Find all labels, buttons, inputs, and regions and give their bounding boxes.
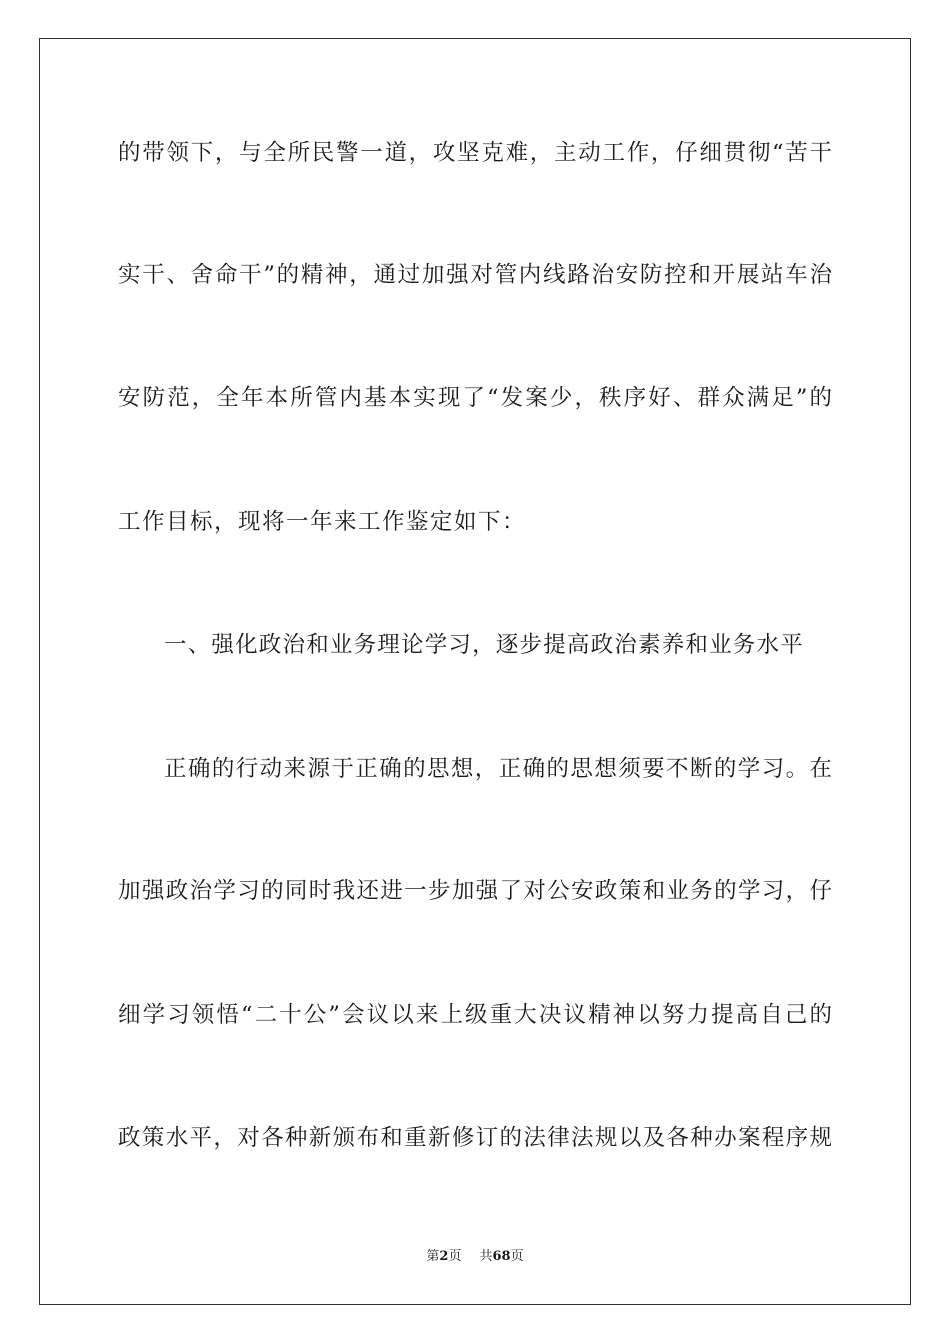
paragraph-line-2: 实干、舍命干”的精神，通过加强对管内线路治安防控和开展站车治 xyxy=(118,262,832,288)
section-heading: 一、强化政治和业务理论学习，逐步提高政治素养和业务水平 xyxy=(164,632,804,658)
footer-total-prefix: 共 xyxy=(479,1249,493,1264)
footer-page-suffix: 页 xyxy=(448,1249,462,1264)
paragraph-line-7: 加强政治学习的同时我还进一步加强了对公安政策和业务的学习，仔 xyxy=(118,878,832,904)
footer-total-suffix: 页 xyxy=(510,1249,524,1264)
footer-page-total: 68 xyxy=(492,1249,511,1264)
paragraph-line-9: 政策水平，对各种新颁布和重新修订的法律法规以及各种办案程序规 xyxy=(118,1125,832,1151)
footer-page-current: 2 xyxy=(439,1249,449,1264)
paragraph-line-4: 工作目标，现将一年来工作鉴定如下： xyxy=(118,509,527,535)
paragraph-line-1: 的带领下，与全所民警一道，攻坚克难，主动工作，仔细贯彻“苦干 xyxy=(118,140,832,166)
paragraph-line-3: 安防范，全年本所管内基本实现了“发案少，秩序好、群众满足”的 xyxy=(118,385,832,411)
paragraph-line-8: 细学习领悟“二十公”会议以来上级重大决议精神以努力提高自己的 xyxy=(118,1002,832,1028)
page-border xyxy=(39,38,911,1305)
page-footer xyxy=(0,1248,950,1266)
paragraph-line-6: 正确的行动来源于正确的思想，正确的思想须要不断的学习。在 xyxy=(164,756,832,782)
footer-page-prefix: 第 xyxy=(426,1249,440,1264)
